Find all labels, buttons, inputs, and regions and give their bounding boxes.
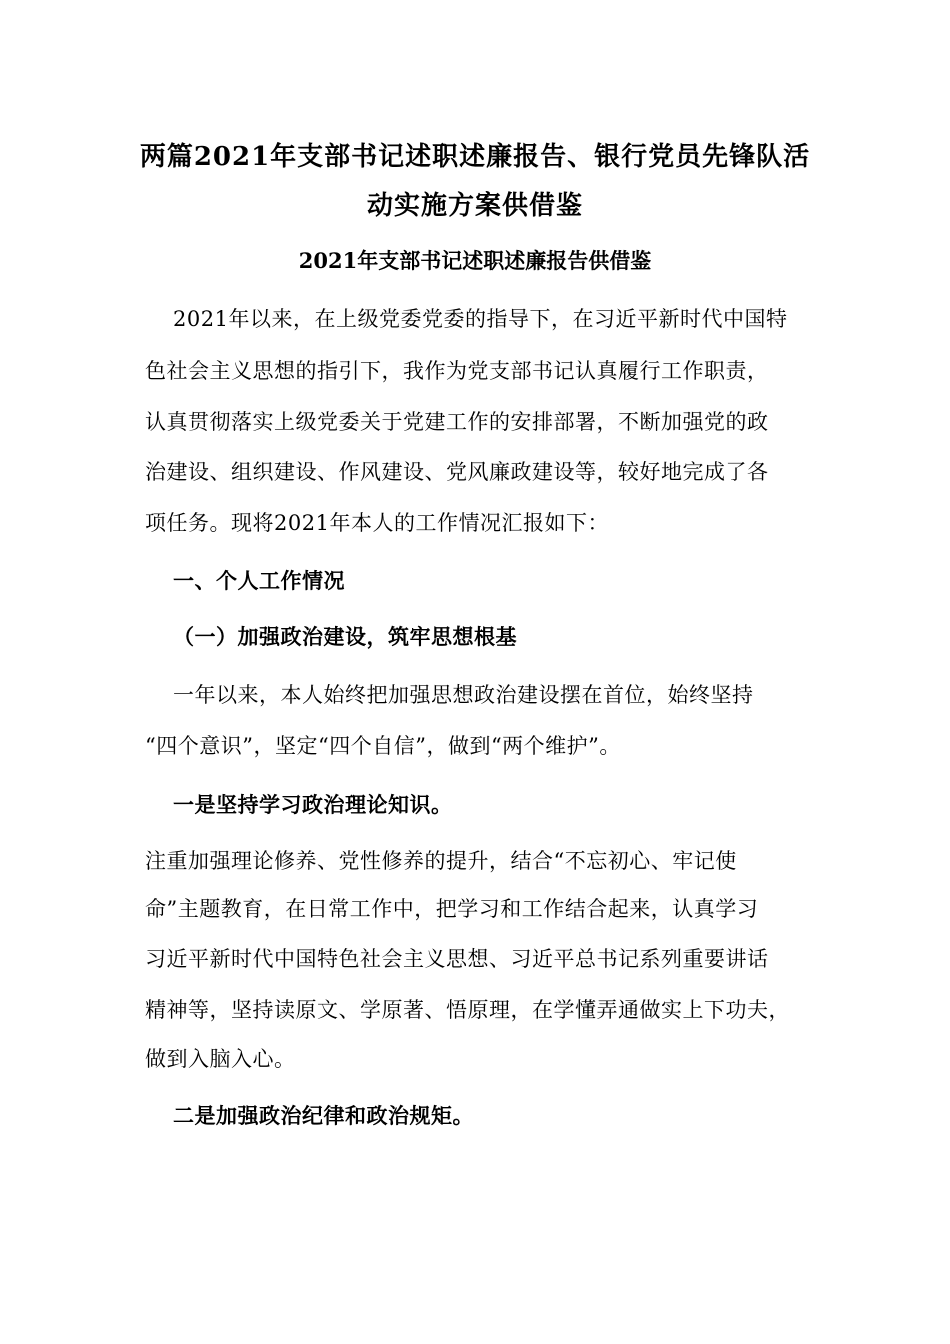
point-1-line-3: 习近平新时代中国特色社会主义思想、习近平总书记系列重要讲话 [145,947,769,971]
point-1-line-4: 精神等，坚持读原文、学原著、悟原理，在学懂弄通做实上下功夫， [145,998,790,1022]
subsection-1-heading: （一）加强政治建设，筑牢思想根基 [173,624,517,649]
document-title-line-1: 两篇2021年支部书记述职述廉报告、银行党员先锋队活 [139,142,811,172]
subsection-1-line-2: “四个意识”，坚定“四个自信”，做到“两个维护”。 [145,734,621,758]
point-1-line-1: 注重加强理论修养、党性修养的提升，结合“不忘初心、牢记使 [145,849,737,873]
subsection-1-line-1: 一年以来，本人始终把加强思想政治建设摆在首位，始终坚持 [173,683,754,707]
document-subtitle: 2021年支部书记述职述廉报告供借鉴 [298,248,652,273]
point-1-line-2: 命”主题教育，在日常工作中，把学习和工作结合起来，认真学习 [145,897,759,921]
intro-line-3: 认真贯彻落实上级党委关于党建工作的安排部署，不断加强党的政 [145,410,769,434]
section-1-heading: 一、个人工作情况 [173,568,345,593]
intro-line-4: 治建设、组织建设、作风建设、党风廉政建设等，较好地完成了各 [145,460,769,484]
intro-line-5: 项任务。现将2021年本人的工作情况汇报如下： [145,511,609,535]
point-1-heading: 一是坚持学习政治理论知识。 [173,792,453,817]
document-title-line-2: 动实施方案供借鉴 [366,191,583,221]
intro-line-2: 色社会主义思想的指引下，我作为党支部书记认真履行工作职责， [145,359,769,383]
intro-line-1: 2021年以来，在上级党委党委的指导下，在习近平新时代中国特 [173,307,788,331]
point-2-heading: 二是加强政治纪律和政治规矩。 [173,1103,474,1128]
point-1-line-5: 做到入脑入心。 [145,1047,296,1071]
